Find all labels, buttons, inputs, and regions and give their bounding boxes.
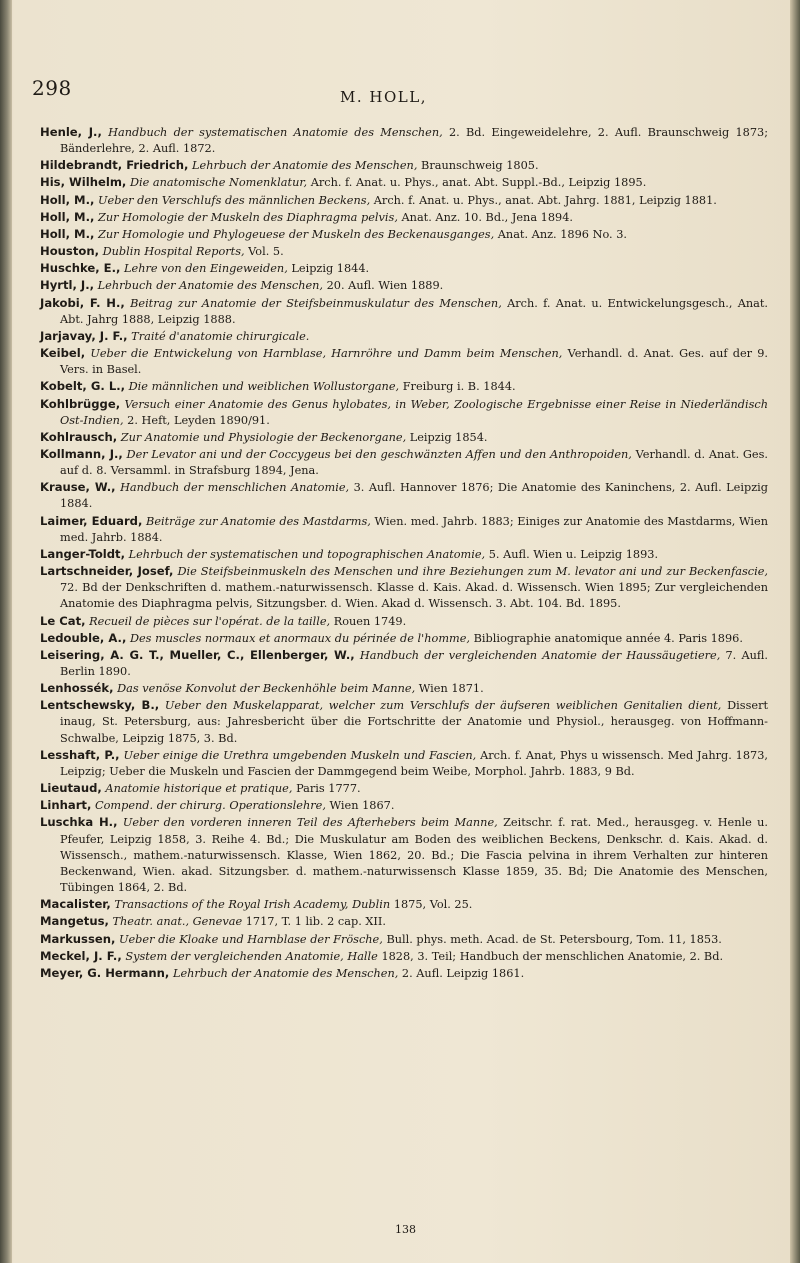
entry-details: Leipzig 1844. — [291, 262, 370, 276]
entry-title: Die anatomische Nomenklatur, — [129, 176, 308, 190]
entry-author: His, Wilhelm, — [40, 175, 127, 190]
entry-author: Hildebrandt, Friedrich, — [40, 158, 189, 173]
entry-title: Lehrbuch der Anatomie des Menschen, — [192, 159, 418, 173]
entry-title: Zur Homologie und Phylogeuese der Muskeln des Beckenausganges, — [98, 227, 495, 241]
bibliography-entry — [40, 697, 768, 746]
entry-title: Lehrbuch der Anatomie des Menschen, — [172, 966, 399, 980]
entry-details: Anat. Anz. 10. Bd., Jena 1894. — [401, 210, 573, 224]
entry-details: Bibliographie anatomique année 4. Paris 1896. — [473, 631, 743, 645]
entry-details: 2. Bd. Eingeweidelehre, 2. Aufl. Braunschweig 1873; Bänderlehre, 2. Aufl. 1872. — [60, 126, 769, 156]
entry-details: Arch. f. Anat. u. Entwickelungsgesch., Anat. Abt. Jahrg 1888, Leipzig 1888. — [60, 296, 769, 326]
entry-author: Holl, M., — [40, 209, 95, 224]
entry-details: Wien. med. Jahrb. 1883; Einiges zur Anatomie des Mastdarms, Wien med. Jahrb. 1884. — [60, 514, 769, 544]
entry-details: Braunschweig 1805. — [421, 159, 539, 173]
entry-details: 3. Aufl. Hannover 1876; Die Anatomie des Kaninchens, 2. Aufl. Leipzig 1884. — [60, 481, 769, 511]
bibliography-entry — [40, 479, 768, 512]
entry-details: Wien 1871. — [418, 682, 484, 696]
entry-details: Zeitschr. f. rat. Med., herausgeg. v. Henle u. Pfeufer, Leipzig 1858, 3. Reihe 4. Bd.; Die Muskulatur am Boden des weiblichen Beckens, Denkschr. d. Kais. Akad. d. Wissensch., mathem.-naturwissensch. Klasse, Wien 1862, 20. Bd.; Die Fascia pelvina in ihrem Verhalten zur hinteren Beckenwand, Wien. akad. Sitzungsber. d. mathem.-naturwissensch Klasse 1859, 35. Bd; Die Anatomie des Menschen, Tübingen 1864, 2. Bd. — [60, 816, 769, 895]
entry-title: Die männlichen und weiblichen Wollustorgane, — [128, 380, 400, 394]
entry-details: 2. Aufl. Leipzig 1861. — [401, 966, 525, 980]
book-spine — [0, 0, 12, 1263]
entry-details: Vol. 5. — [248, 245, 284, 259]
entry-details: 7. Aufl. Berlin 1890. — [60, 648, 769, 678]
entry-author: Ledouble, A., — [40, 630, 127, 645]
entry-details: Anat. Anz. 1896 No. 3. — [497, 227, 628, 241]
entry-title: Des muscles normaux et anormaux du périnée de l'homme, — [129, 631, 471, 645]
entry-title: Beiträge zur Anatomie des Mastdarms, — [146, 514, 371, 528]
bibliography-entry — [40, 780, 768, 797]
entry-details: 1875, Vol. 25. — [393, 898, 473, 912]
entry-author: Huschke, E., — [40, 261, 121, 276]
bibliography-entry — [40, 446, 768, 479]
entry-title: Anatomie historique et pratique, — [105, 782, 293, 796]
entry-title: Ueber den Verschlufs des männlichen Beckens, — [98, 193, 371, 207]
entry-author: Leisering, A. G. T., Mueller, C., Ellenberger, W., — [40, 647, 355, 662]
entry-details: Paris 1777. — [296, 782, 361, 796]
entry-title: Die Steifsbeinmuskeln des Menschen und ihre Beziehungen zum M. levator ani und zur Beckenfascie, — [177, 565, 768, 579]
bibliography-entry — [40, 513, 768, 546]
entry-title: Handbuch der vergleichenden Anatomie der Haussäugetiere, — [359, 648, 721, 662]
bibliography-entry — [40, 546, 768, 563]
running-title: M. HOLL, — [340, 88, 427, 106]
bibliography-entry — [40, 226, 768, 243]
bibliography-entry — [40, 429, 768, 446]
entry-details: Arch. f. Anat. u. Phys., anat. Abt. Jahrg. 1881, Leipzig 1881. — [373, 193, 717, 207]
entry-details: Dissert inaug, St. Petersburg, aus: Jahresbericht über die Fortschritte der Anatomie und Physiol., herausgeg. von Hoffmann-Schwalbe, Leipzig 1875, 3. Bd. — [60, 699, 769, 745]
entry-author: Mangetus, — [40, 914, 109, 929]
entry-details: 72. Bd der Denkschriften d. mathem.-naturwissensch. Klasse d. Kais. Akad. d. Wissensch. Wien 1895; Zur vergleichenden Anatomie des Diaphragma pelvis, Sitzungsber. d. Wien. Akad d. Wissensch. 3. Abt. 104. Bd. 1895. — [60, 581, 768, 611]
entry-author: Jakobi, F. H., — [40, 295, 125, 310]
entry-title: Lehrbuch der systematischen und topographischen Anatomie, — [128, 547, 486, 561]
entry-title: Compend. der chirurg. Operationslehre, — [94, 799, 326, 813]
entry-details: Rouen 1749. — [333, 614, 407, 628]
entry-author: Luschka H., — [40, 815, 118, 830]
bibliography-entry — [40, 260, 768, 277]
entry-author: Lieutaud, — [40, 781, 102, 796]
entry-title: Ueber einige die Urethra umgebenden Muskeln und Fascien, — [123, 748, 477, 762]
bibliography-entry — [40, 630, 768, 647]
entry-title: Transactions of the Royal Irish Academy, Dublin — [114, 898, 391, 912]
entry-author: Linhart, — [40, 798, 92, 813]
bibliography-entry — [40, 814, 768, 896]
entry-title: Lehrbuch der Anatomie des Menschen, — [97, 279, 324, 293]
entry-author: Kollmann, J., — [40, 446, 123, 461]
bibliography-entry — [40, 174, 768, 191]
bibliography-entry — [40, 747, 768, 780]
bibliography-entry — [40, 396, 768, 429]
entry-title: Zur Anatomie und Physiologie der Beckenorgane, — [120, 430, 407, 444]
entry-author: Holl, M., — [40, 226, 95, 241]
entry-author: Lenhossék, — [40, 681, 114, 696]
bibliography-entry — [40, 124, 768, 157]
entry-author: Kohlbrügge, — [40, 396, 121, 411]
entry-title: Versuch einer Anatomie des Genus hylobates, in Weber, Zoologische Ergebnisse einer Reise in Niederländisch Ost-Indien, — [60, 397, 768, 427]
entry-title: Ueber den vorderen inneren Teil des Afterhebers beim Manne, — [122, 816, 498, 830]
page-number: 298 — [32, 76, 72, 100]
bibliography-entry — [40, 328, 768, 345]
entry-author: Meckel, J. F., — [40, 948, 122, 963]
entry-title: Beitrag zur Anatomie der Steifsbeinmuskulatur des Menschen, — [130, 296, 502, 310]
bibliography-entry — [40, 277, 768, 294]
entry-author: Lentschewsky, B., — [40, 698, 160, 713]
entry-details: Arch. f. Anat, Phys u wissensch. Med Jahrg. 1873, Leipzig; Ueber die Muskeln und Fascien der Dammgegend beim Weibe, Morphol. Jahrb. 1883, 9 Bd. — [60, 748, 768, 778]
entry-author: Henle, J., — [40, 125, 102, 139]
entry-title: Ueber die Kloake und Harnblase der Frösche, — [118, 932, 383, 946]
bibliography-entry — [40, 192, 768, 209]
entry-author: Lesshaft, P., — [40, 747, 120, 762]
bibliography-entry — [40, 345, 768, 378]
entry-details: Wien 1867. — [329, 799, 395, 813]
entry-details: Freiburg i. B. 1844. — [402, 380, 516, 394]
bibliography-entry — [40, 157, 768, 174]
entry-author: Holl, M., — [40, 192, 95, 207]
bibliography-entry — [40, 896, 768, 913]
entry-title: Traité d'anatomie chirurgicale. — [131, 329, 310, 343]
entry-details: Leipzig 1854. — [409, 430, 488, 444]
bibliography-entry — [40, 209, 768, 226]
entry-title: Ueber die Entwickelung von Harnblase, Harnröhre und Damm beim Menschen, — [90, 347, 563, 361]
entry-title: Zur Homologie der Muskeln des Diaphragma pelvis, — [98, 210, 398, 224]
entry-author: Hyrtl, J., — [40, 278, 95, 293]
entry-author: Kobelt, G. L., — [40, 379, 126, 394]
entry-details: Arch. f. Anat. u. Phys., anat. Abt. Suppl.-Bd., Leipzig 1895. — [310, 176, 647, 190]
bibliography-entry — [40, 913, 768, 930]
entry-details: 20. Aufl. Wien 1889. — [326, 279, 444, 293]
entry-author: Kohlrausch, — [40, 429, 118, 444]
entry-title: Handbuch der systematischen Anatomie des Menschen, — [108, 126, 443, 139]
entry-title: Lehre von den Eingeweiden, — [124, 262, 288, 276]
entry-title: Ueber den Muskelapparat, welcher zum Verschlufs der äufseren weiblichen Genitalien dient, — [164, 699, 722, 713]
bibliography-entry — [40, 797, 768, 814]
entry-author: Houston, — [40, 244, 99, 259]
entry-title: Theatr. anat., Genevae — [112, 915, 243, 929]
entry-details: Verhandl. d. Anat. Ges. auf der 9. Vers. in Basel. — [60, 347, 769, 377]
entry-details: 1828, 3. Teil; Handbuch der menschlichen Anatomie, 2. Bd. — [381, 949, 724, 963]
entry-author: Le Cat, — [40, 613, 86, 628]
bibliography-list — [40, 124, 768, 982]
bibliography-entry — [40, 613, 768, 630]
entry-details: Bull. phys. meth. Acad. de St. Petersbourg, Tom. 11, 1853. — [386, 932, 722, 946]
entry-author: Langer-Toldt, — [40, 546, 126, 561]
entry-author: Macalister, — [40, 897, 111, 912]
entry-title: Das venöse Konvolut der Beckenhöhle beim Manne, — [117, 682, 416, 696]
bibliography-entry — [40, 295, 768, 328]
page-edge — [790, 0, 800, 1263]
entry-author: Markussen, — [40, 931, 116, 946]
bibliography-entry — [40, 563, 768, 612]
bibliography-entry — [40, 243, 768, 260]
entry-author: Meyer, G. Hermann, — [40, 965, 170, 980]
bibliography-entry — [40, 948, 768, 965]
bibliography-entry — [40, 931, 768, 948]
entry-details: Verhandl. d. Anat. Ges. auf d. 8. Versamml. in Strafsburg 1894, Jena. — [60, 447, 768, 478]
entry-author: Laimer, Eduard, — [40, 513, 143, 528]
entry-author: Krause, W., — [40, 480, 116, 495]
entry-author: Lartschneider, Josef, — [40, 564, 174, 579]
entry-details: 1717, T. 1 lib. 2 cap. XII. — [245, 915, 386, 929]
entry-title: Dublin Hospital Reports, — [102, 245, 245, 259]
sheet-number: 138 — [395, 1223, 416, 1236]
bibliography-entry — [40, 378, 768, 395]
entry-details: 5. Aufl. Wien u. Leipzig 1893. — [488, 547, 659, 561]
bibliography-entry — [40, 680, 768, 697]
entry-author: Keibel, — [40, 346, 86, 361]
entry-title: Handbuch der menschlichen Anatomie, — [120, 481, 350, 495]
entry-author: Jarjavay, J. F., — [40, 328, 128, 343]
entry-title: Recueil de pièces sur l'opérat. de la taille, — [89, 614, 331, 628]
entry-title: System der vergleichenden Anatomie, Halle — [125, 949, 378, 963]
entry-title: Der Levator ani und der Coccygeus bei den geschwänzten Affen und den Anthropoiden, — [126, 447, 632, 461]
bibliography-entry — [40, 647, 768, 680]
entry-details: 2. Heft, Leyden 1890/91. — [127, 413, 270, 427]
bibliography-entry — [40, 965, 768, 982]
